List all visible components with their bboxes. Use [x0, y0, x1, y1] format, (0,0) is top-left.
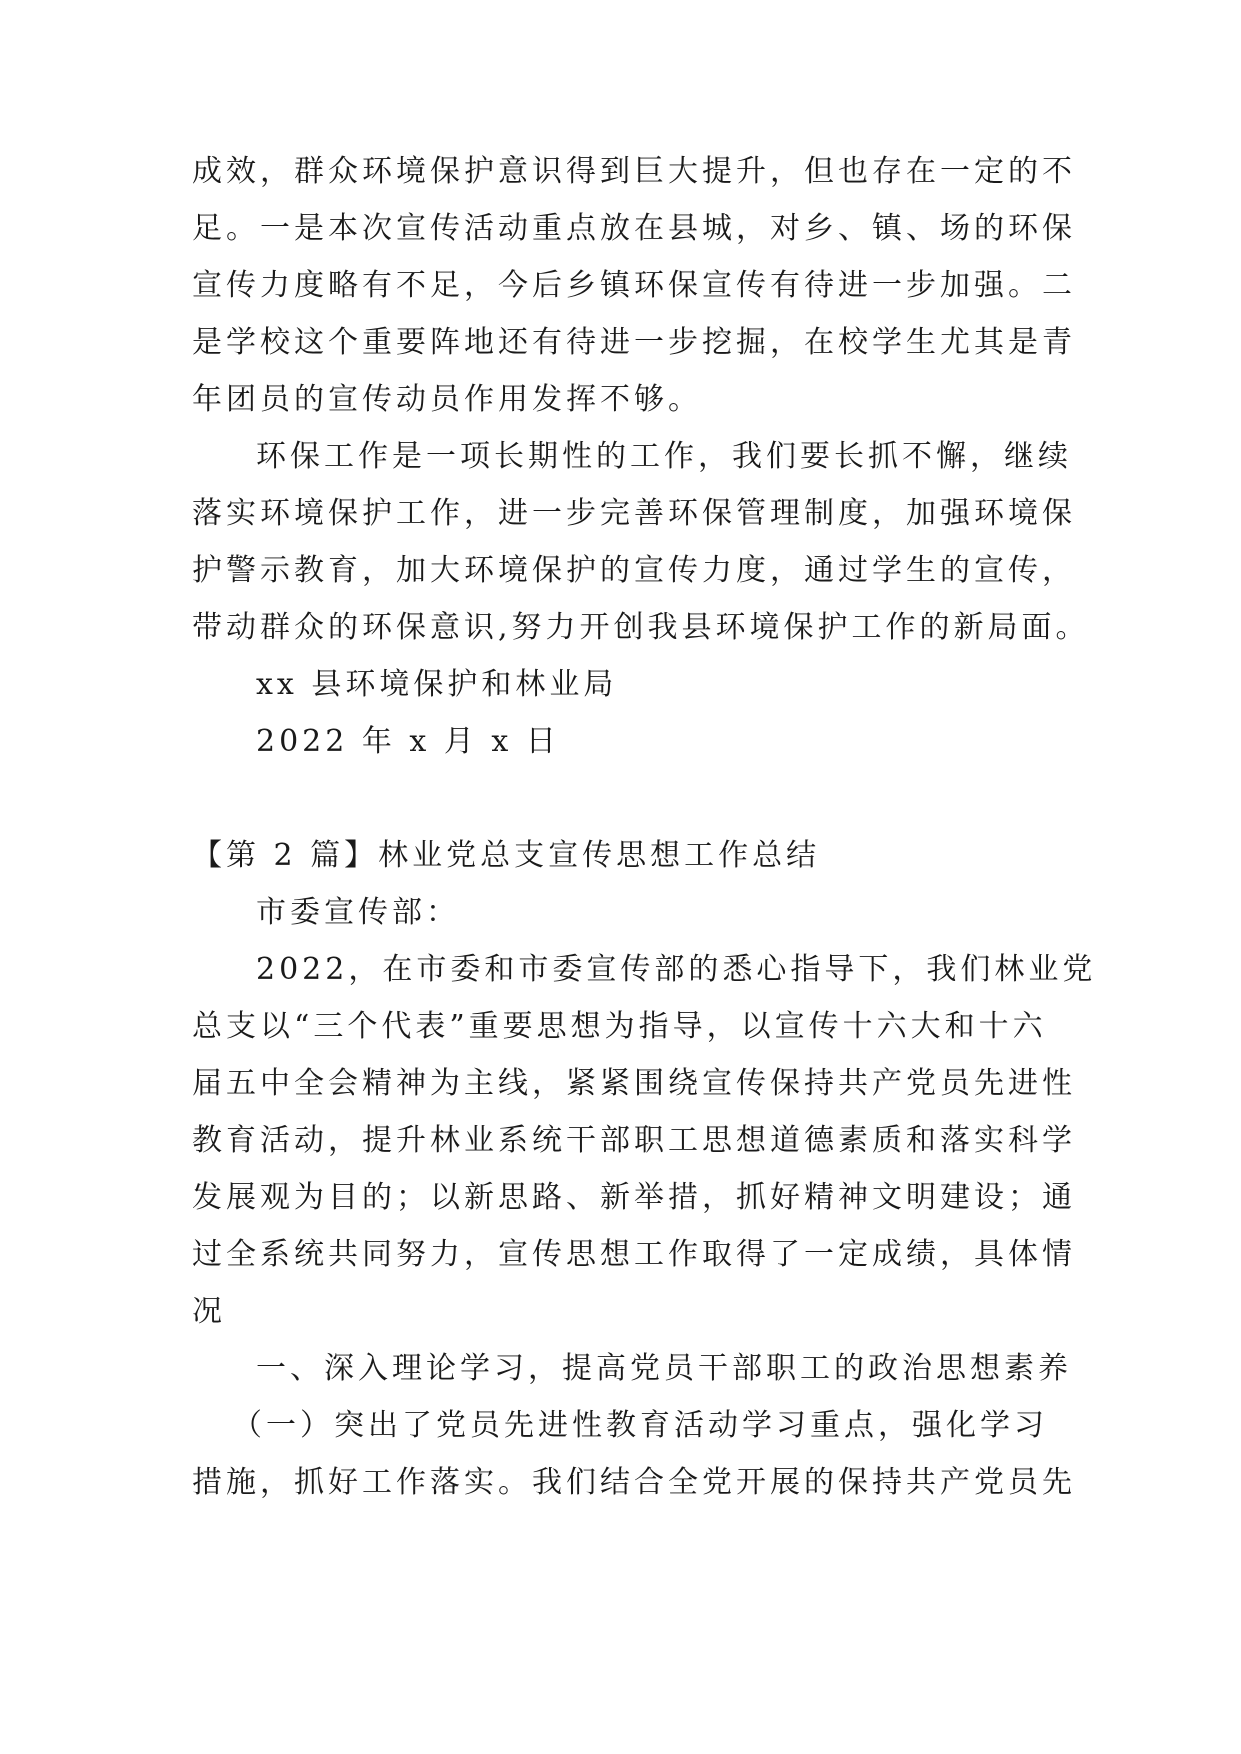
paragraph-line: 成效，群众环境保护意识得到巨大提升，但也存在一定的不	[192, 154, 1076, 189]
paragraph-line: 带动群众的环保意识,努力开创我县环境保护工作的新局面。	[192, 610, 1090, 645]
paragraph-line: 足。一是本次宣传活动重点放在县城，对乡、镇、场的环保	[192, 211, 1076, 246]
paragraph-line: 2022，在市委和市委宣传部的悉心指导下，我们林业党	[256, 952, 1097, 987]
paragraph-line: 环保工作是一项长期性的工作，我们要长抓不懈，继续	[256, 439, 1072, 474]
section-title: 【第 2 篇】林业党总支宣传思想工作总结	[192, 838, 821, 873]
paragraph-line: 护警示教育，加大环境保护的宣传力度，通过学生的宣传，	[192, 553, 1076, 588]
paragraph-line: 年团员的宣传动员作用发挥不够。	[192, 382, 702, 417]
salutation: 市委宣传部：	[256, 895, 460, 930]
paragraph-line: 落实环境保护工作，进一步完善环保管理制度，加强环境保	[192, 496, 1076, 531]
paragraph-line: 况	[192, 1294, 226, 1329]
subheading: 一、深入理论学习，提高党员干部职工的政治思想素养	[256, 1351, 1072, 1386]
paragraph-line: 是学校这个重要阵地还有待进一步挖掘，在校学生尤其是青	[192, 325, 1076, 360]
paragraph-line: 过全系统共同努力，宣传思想工作取得了一定成绩，具体情	[192, 1237, 1076, 1272]
paragraph-line: 教育活动，提升林业系统干部职工思想道德素质和落实科学	[192, 1123, 1076, 1158]
paragraph-line: 宣传力度略有不足，今后乡镇环保宣传有待进一步加强。二	[192, 268, 1076, 303]
paragraph-line: （一）突出了党员先进性教育活动学习重点，强化学习	[232, 1408, 1048, 1443]
signature-organization: xx 县环境保护和林业局	[256, 667, 618, 702]
paragraph-line: 发展观为目的；以新思路、新举措，抓好精神文明建设；通	[192, 1180, 1076, 1215]
paragraph-line: 总支以“三个代表”重要思想为指导，以宣传十六大和十六	[192, 1009, 1047, 1044]
paragraph-line: 措施，抓好工作落实。我们结合全党开展的保持共产党员先	[192, 1465, 1076, 1500]
paragraph-line: 届五中全会精神为主线，紧紧围绕宣传保持共产党员先进性	[192, 1066, 1076, 1101]
signature-date: 2022 年 x 月 x 日	[256, 724, 560, 759]
